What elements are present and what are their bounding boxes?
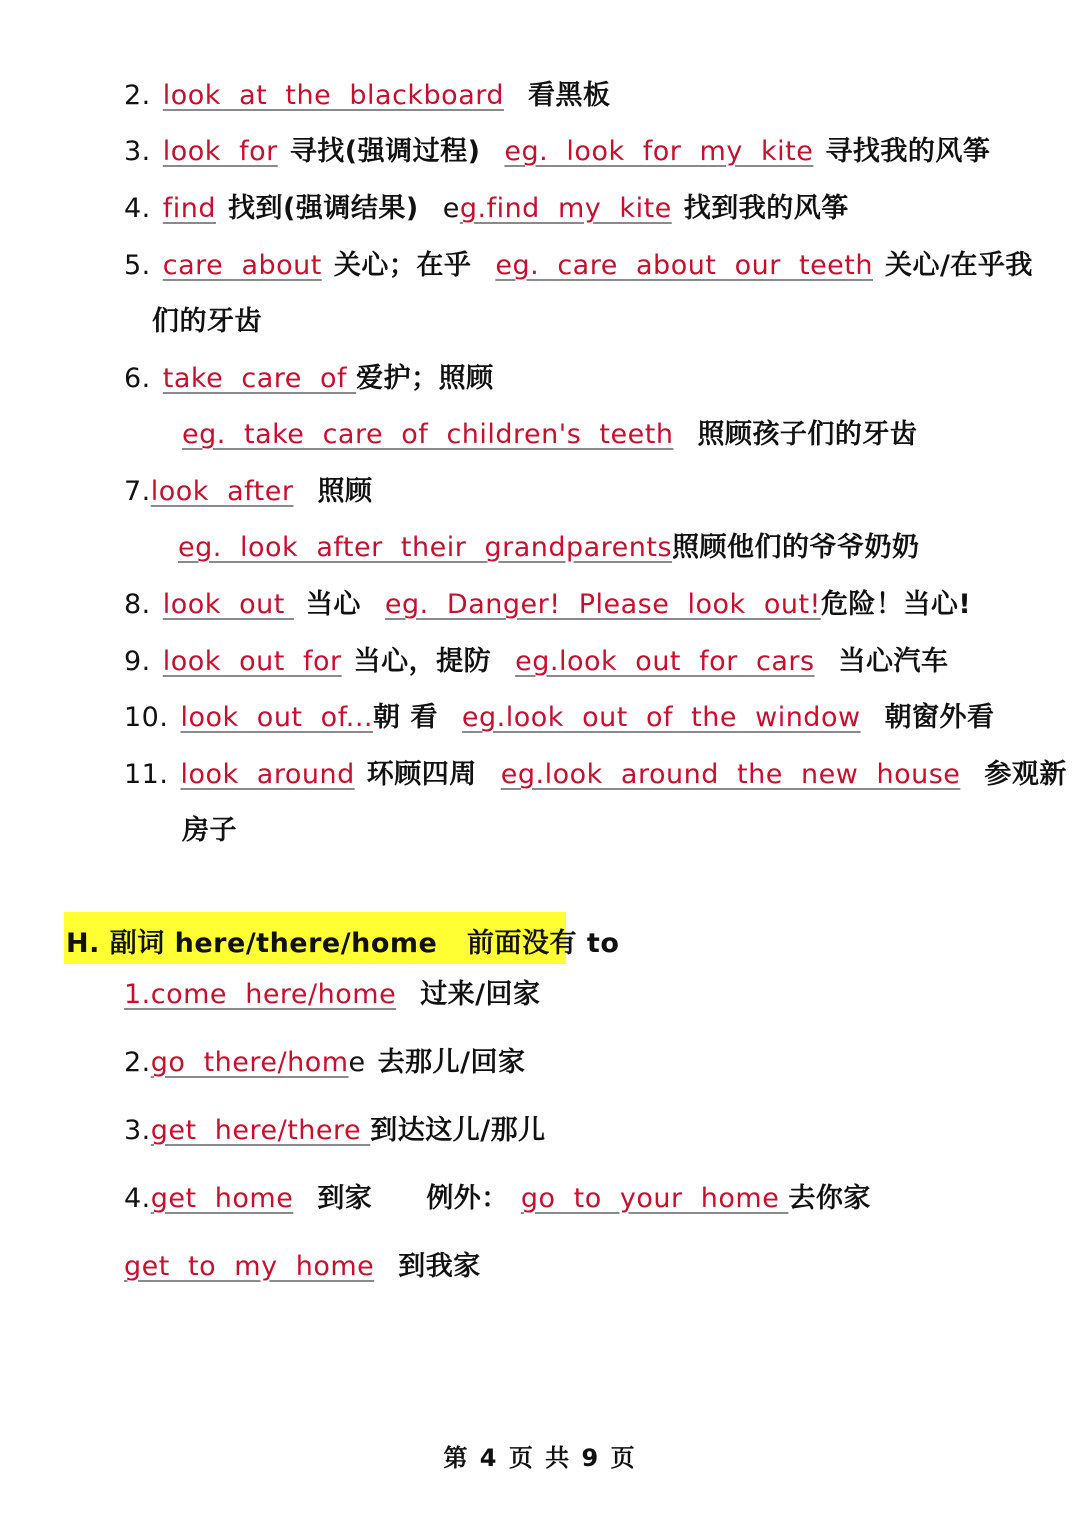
phrase-meaning: 看黑板: [528, 80, 611, 111]
item-number: 2.: [124, 1047, 151, 1078]
phrase-meaning: 当心，提防: [353, 646, 492, 677]
example-prefix: e: [442, 193, 460, 224]
item-6-example: [182, 417, 917, 453]
phrase-meaning: 朝 看: [372, 702, 438, 733]
item-number: 2.: [124, 80, 151, 111]
section-h-item-5: [124, 1249, 481, 1285]
phrase-meaning: 到我家: [398, 1251, 481, 1282]
item-number: 3.: [124, 136, 151, 167]
phrase-meaning: 找到(强调结果): [228, 193, 419, 224]
example-phrase: eg. look after their grandparents: [178, 532, 673, 563]
section-h-item-3: [124, 1113, 546, 1149]
item-number: 9.: [124, 646, 151, 677]
example-meaning: 朝窗外看: [884, 702, 995, 733]
item-number: 6.: [124, 363, 151, 394]
phrase-term: take care of: [162, 363, 357, 394]
phrase-term: look out for: [162, 646, 342, 677]
phrase-term: get here/there: [150, 1115, 371, 1146]
page-footer: 第 4 页 共 9 页: [443, 1444, 637, 1472]
phrase-term: get home: [150, 1183, 294, 1214]
item-4: [124, 191, 849, 227]
section-h-item-4: [124, 1181, 871, 1217]
phrase-term: 1.come here/home: [124, 979, 397, 1010]
item-9: [124, 644, 949, 680]
phrase-term: look after: [150, 476, 294, 507]
example-meaning: 参观新: [984, 759, 1067, 790]
example-phrase: eg. take care of children's teeth: [182, 419, 674, 450]
example-meaning: 找到我的风筝: [683, 193, 849, 224]
example-phrase: eg. look for my kite: [504, 136, 814, 167]
phrase-term: look out of...: [180, 702, 373, 733]
phrase-term: get to my home: [124, 1251, 375, 1282]
example-meaning-cont: 房子: [182, 815, 237, 846]
item-8: [124, 587, 971, 623]
item-5-continuation: [152, 304, 262, 340]
phrase-meaning: 爱护；照顾: [356, 363, 494, 394]
phrase-meaning: 当心: [305, 589, 361, 620]
phrase-term: go there/hom: [150, 1047, 349, 1078]
phrase-term: look out: [162, 589, 294, 620]
exception-label: 例外：: [426, 1183, 509, 1214]
phrase-term: look at the blackboard: [162, 80, 505, 111]
example-meaning: 危险！当心!: [820, 589, 972, 620]
phrase-meaning: 环顾四周: [366, 759, 477, 790]
section-heading-text: H. 副词 here/there/home 前面没有 to: [66, 928, 620, 959]
phrase-term: find: [162, 193, 217, 224]
phrase-meaning: 寻找(强调过程): [289, 136, 481, 167]
item-7: [124, 474, 372, 510]
phrase-term: look around: [180, 759, 355, 790]
item-7-example: [178, 530, 920, 566]
section-h-item-1: [124, 977, 541, 1013]
phrase-term-tail: e: [348, 1047, 366, 1078]
example-meaning-cont: 们的牙齿: [152, 306, 262, 337]
item-3: [124, 134, 990, 170]
phrase-meaning: 到家: [317, 1183, 373, 1214]
item-number: 3.: [124, 1115, 151, 1146]
item-10: [124, 700, 995, 736]
example-phrase: eg. Danger! Please look out!: [384, 589, 821, 620]
exception-phrase: go to your home: [520, 1183, 789, 1214]
example-phrase: g.find my kite: [459, 193, 672, 224]
example-meaning: 照顾他们的爷爷奶奶: [672, 532, 920, 563]
item-number: 10.: [124, 702, 169, 733]
phrase-meaning: 到达这儿/那儿: [370, 1115, 546, 1146]
phrase-term: care about: [162, 250, 322, 281]
phrase-meaning: 过来/回家: [420, 979, 541, 1010]
item-11-continuation: [182, 813, 237, 849]
item-number: 11.: [124, 759, 169, 790]
phrase-meaning: 照顾: [317, 476, 373, 507]
item-number: 4.: [124, 193, 151, 224]
phrase-meaning: 去那儿/回家: [377, 1047, 526, 1078]
section-h-item-2: [124, 1045, 526, 1081]
item-11: [124, 757, 1067, 793]
example-meaning: 照顾孩子们的牙齿: [697, 419, 918, 450]
exception-meaning: 去你家: [788, 1183, 871, 1214]
item-number: 5.: [124, 250, 151, 281]
example-phrase: eg.look out of the window: [461, 702, 861, 733]
section-h-heading: [66, 926, 619, 962]
phrase-term: look for: [162, 136, 278, 167]
item-5: [124, 248, 1033, 284]
example-meaning: 关心/在乎我: [885, 250, 1033, 281]
example-phrase: eg. care about our teeth: [495, 250, 873, 281]
example-meaning: 寻找我的风筝: [825, 136, 991, 167]
example-phrase: eg.look around the new house: [500, 759, 961, 790]
phrase-meaning: 关心；在乎: [333, 250, 472, 281]
item-6: [124, 361, 494, 397]
item-2: [124, 78, 611, 114]
item-number: 4.: [124, 1183, 151, 1214]
item-number: 7.: [124, 476, 151, 507]
item-number: 8.: [124, 589, 151, 620]
example-meaning: 当心汽车: [838, 646, 949, 677]
example-phrase: eg.look out for cars: [515, 646, 815, 677]
